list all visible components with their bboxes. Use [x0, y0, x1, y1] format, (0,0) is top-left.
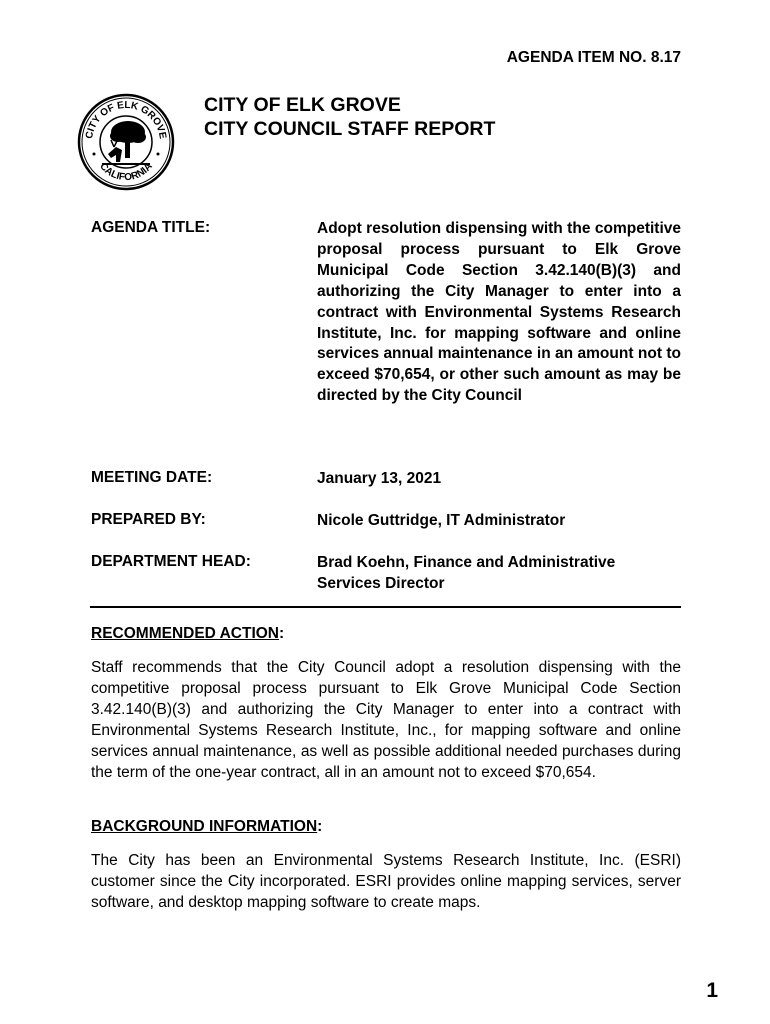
- report-type: CITY COUNCIL STAFF REPORT: [204, 118, 496, 140]
- prepared-by-label: PREPARED BY:: [91, 511, 206, 528]
- agenda-title-value: Adopt resolution dispensing with the competitive proposal process pursuant to Elk Grove Municipal Code Section 3.42.140(B)(3) and authorizing the City Manager to enter into a contract with Environmental Systems Research Institute, Inc. for mapping software and online services annual maintenance in an amount not to exceed $70,654, or other such amount as may be directed by the City Council: [317, 220, 681, 405]
- department-head-label: DEPARTMENT HEAD:: [91, 553, 251, 570]
- meeting-date-label: MEETING DATE:: [91, 469, 213, 486]
- agenda-title-label: AGENDA TITLE:: [91, 219, 211, 236]
- department-head-value-line1: Brad Koehn, Finance and Administrative: [317, 554, 616, 571]
- seal-icon: [76, 92, 176, 192]
- meeting-date-value: January 13, 2021: [317, 470, 442, 487]
- city-name: CITY OF ELK GROVE: [204, 94, 401, 116]
- svg-text:CITY OF ELK GROVE: CITY OF ELK GROVE: [84, 99, 168, 140]
- recommended-action-heading: RECOMMENDED ACTION:: [91, 625, 285, 642]
- page-number: 1: [706, 979, 718, 1002]
- department-head-value-line2: Services Director: [317, 574, 445, 592]
- svg-text:CALIFORNIA: CALIFORNIA: [97, 161, 155, 184]
- department-head-value: [317, 553, 681, 595]
- background-body: The City has been an Environmental Systems Research Institute, Inc. (ESRI) customer since the City incorporated. ESRI provides online mapping services, server software, and desktop mapping software to create maps.: [91, 852, 681, 911]
- city-seal-logo: [76, 92, 176, 192]
- background-heading: BACKGROUND INFORMATION:: [91, 818, 323, 835]
- section-divider: [90, 606, 681, 608]
- recommended-action-body: Staff recommends that the City Council adopt a resolution dispensing with the competitive proposal process pursuant to Elk Grove Municipal Code Section 3.42.140(B)(3) and authorizing the City Manager to enter into a contract with Environmental Systems Research Institute, Inc., for mapping software and online services annual maintenance, as well as possible additional needed purchases during the term of the one-year contract, all in an amount not to exceed $70,654.: [91, 659, 681, 781]
- agenda-item-number: AGENDA ITEM NO. 8.17: [506, 49, 681, 66]
- prepared-by-value: Nicole Guttridge, IT Administrator: [317, 512, 566, 529]
